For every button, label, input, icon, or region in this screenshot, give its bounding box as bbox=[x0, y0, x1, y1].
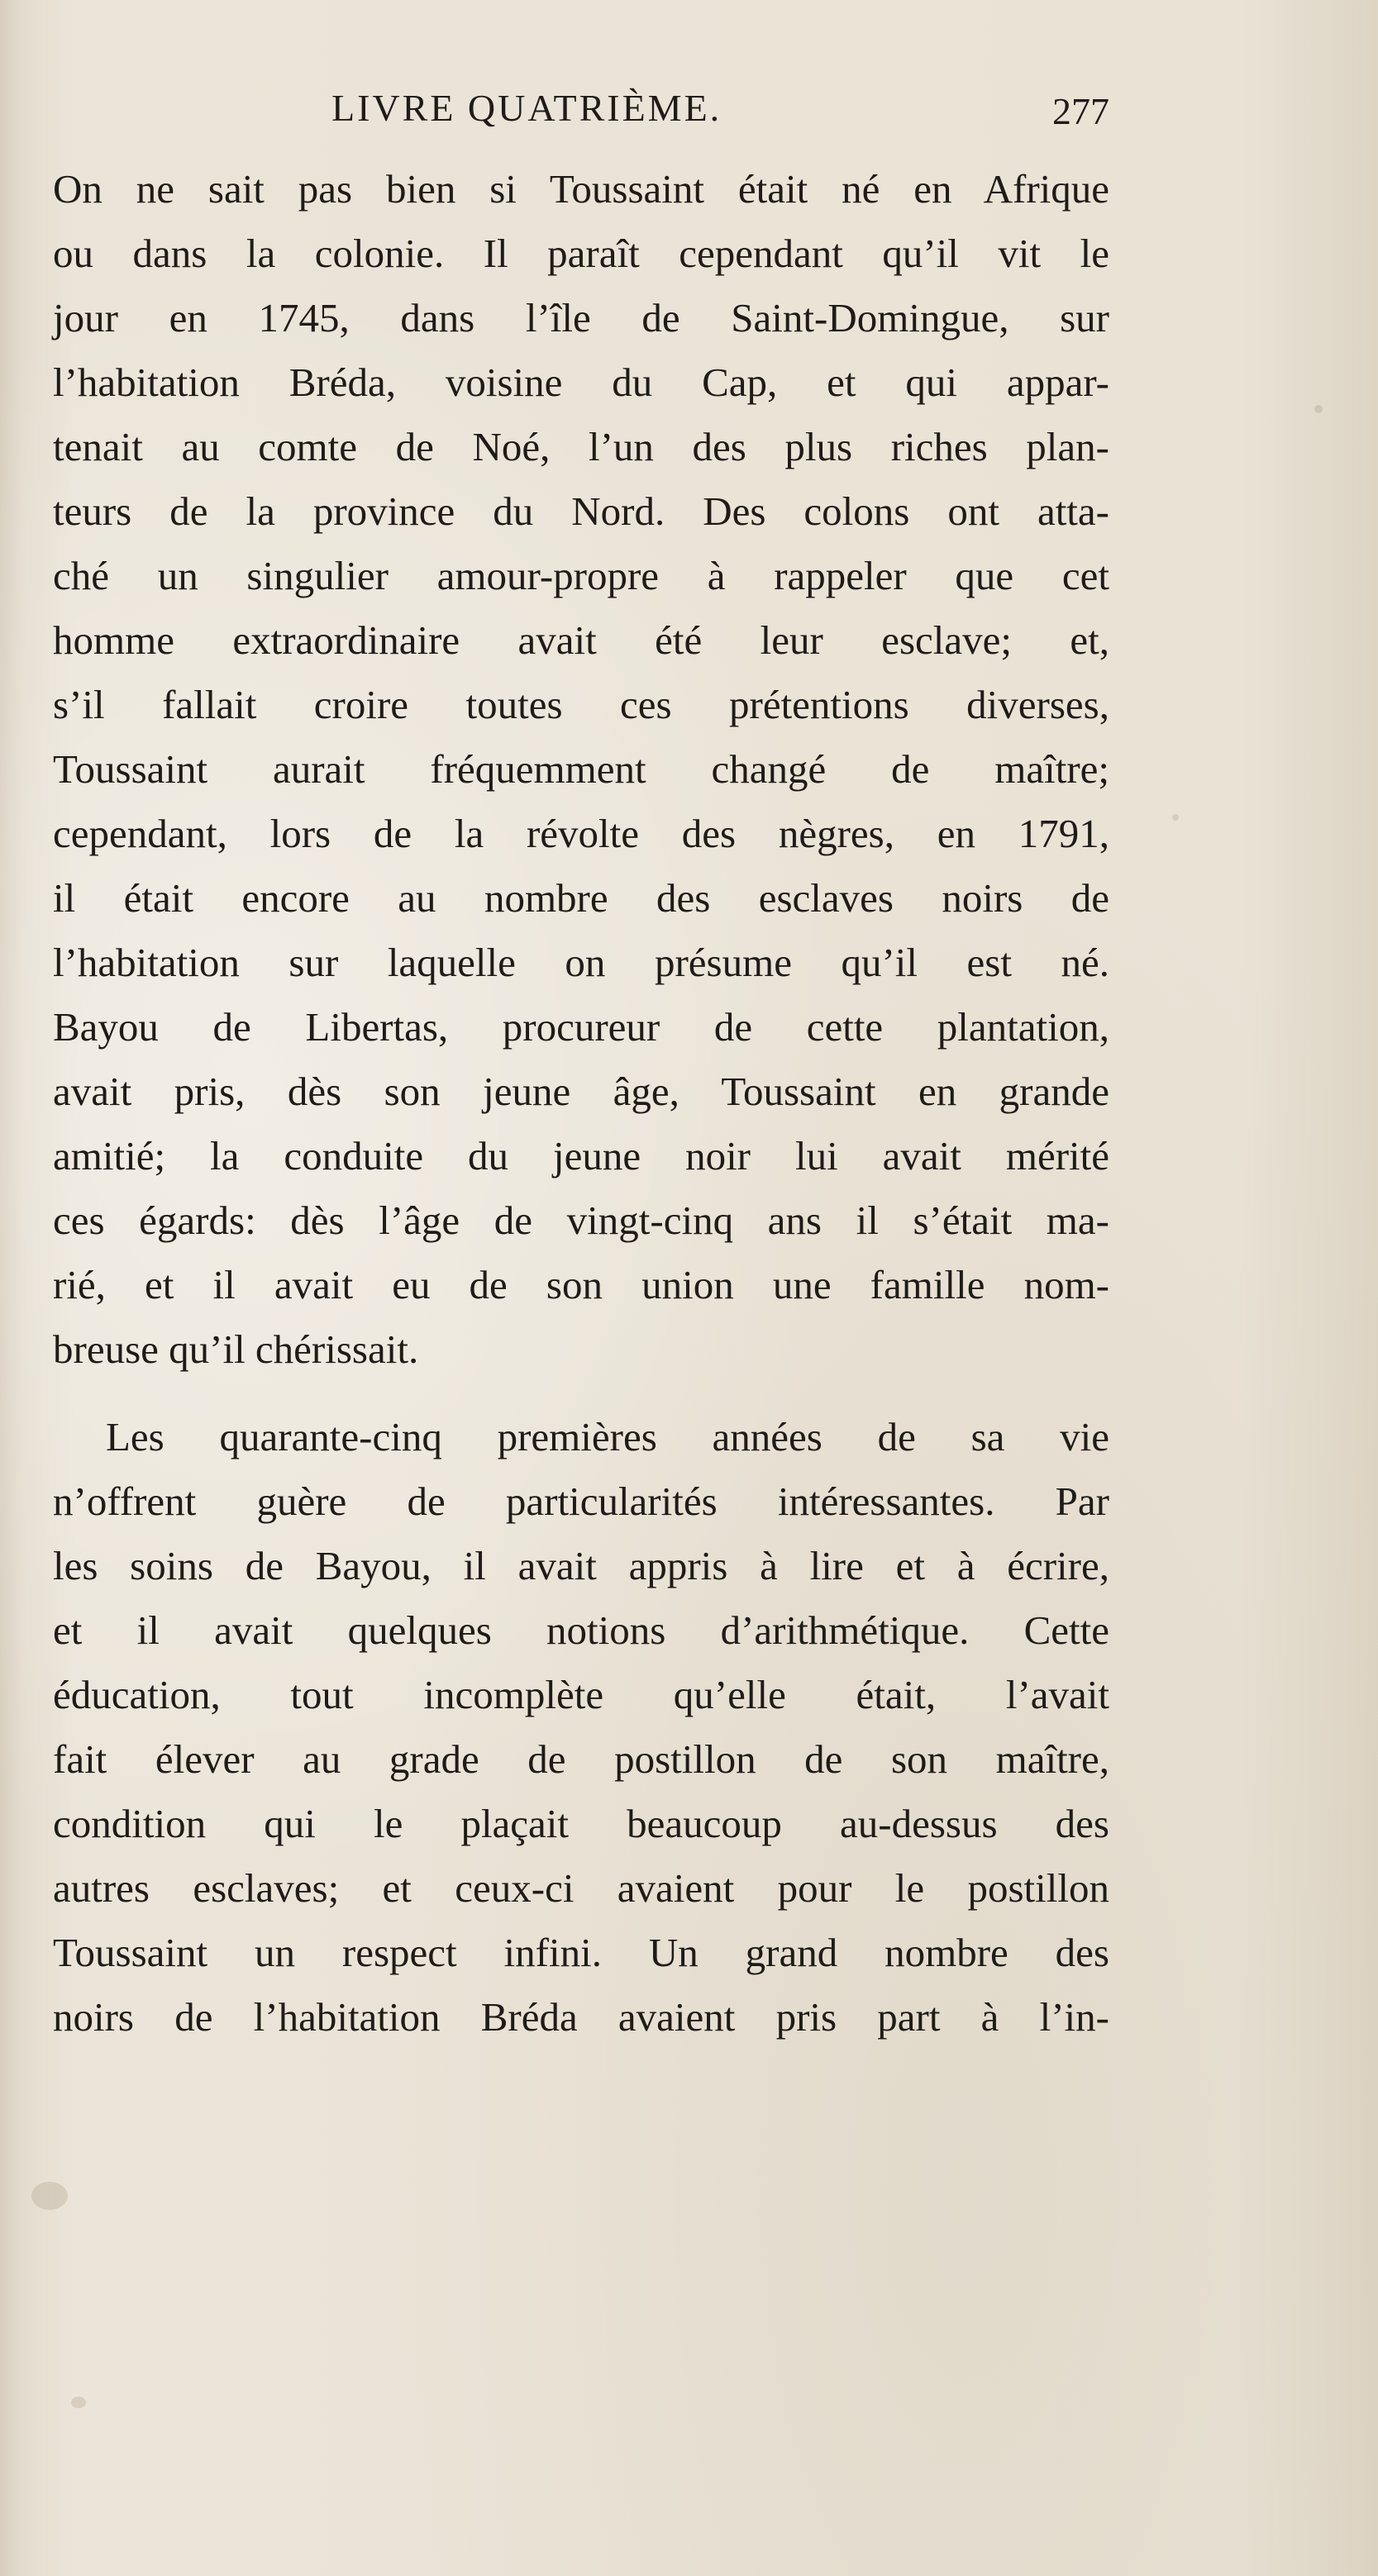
text-line: n’offrent guère de particularités intéressantes. Par bbox=[53, 1478, 1109, 1524]
page-text-block bbox=[53, 83, 1109, 2050]
text-line: breuse qu’il chérissait. bbox=[53, 1326, 419, 1372]
text-line: noirs de l’habitation Bréda avaient pris part à l’in- bbox=[53, 1994, 1109, 2040]
text-line: il était encore au nombre des esclaves noirs de bbox=[53, 875, 1109, 921]
paper-stain bbox=[1314, 405, 1323, 413]
text-line: l’habitation sur laquelle on présume qu’il est né. bbox=[53, 940, 1109, 985]
text-line: amitié; la conduite du jeune noir lui avait mérité bbox=[53, 1133, 1109, 1178]
text-line: ché un singulier amour-propre à rappeler que cet bbox=[53, 553, 1109, 598]
text-line: Toussaint un respect infini. Un grand nombre des bbox=[53, 1930, 1109, 1975]
running-head bbox=[53, 83, 1109, 157]
text-line: et il avait quelques notions d’arithmétique. Cette bbox=[53, 1607, 1109, 1653]
text-line: condition qui le plaçait beaucoup au-dessus des bbox=[53, 1801, 1109, 1846]
text-line: avait pris, dès son jeune âge, Toussaint en grande bbox=[53, 1069, 1109, 1114]
paper-stain bbox=[31, 2182, 68, 2210]
paper-stain bbox=[1172, 814, 1179, 821]
text-line: l’habitation Bréda, voisine du Cap, et qui appar- bbox=[53, 359, 1109, 405]
text-line: Bayou de Libertas, procureur de cette plantation, bbox=[53, 1004, 1109, 1050]
text-line: jour en 1745, dans l’île de Saint-Domingue, sur bbox=[53, 295, 1109, 340]
text-line: cependant, lors de la révolte des nègres, en 1791, bbox=[53, 811, 1109, 856]
running-head-title: LIVRE QUATRIÈME. bbox=[331, 87, 722, 129]
text-line: fait élever au grade de postillon de son maître, bbox=[53, 1736, 1109, 1782]
text-line: ou dans la colonie. Il paraît cependant qu’il vit le bbox=[53, 231, 1109, 276]
text-line: autres esclaves; et ceux-ci avaient pour le postillon bbox=[53, 1865, 1109, 1911]
text-line: Les quarante-cinq premières années de sa vie bbox=[106, 1414, 1109, 1459]
text-line: tenait au comte de Noé, l’un des plus riches plan- bbox=[53, 424, 1109, 469]
text-line: homme extraordinaire avait été leur esclave; et, bbox=[53, 617, 1109, 663]
text-line: rié, et il avait eu de son union une famille nom- bbox=[53, 1262, 1109, 1307]
paragraph-2 bbox=[53, 1405, 1109, 2050]
text-line: s’il fallait croire toutes ces prétentions diverses, bbox=[53, 682, 1109, 727]
text-line: On ne sait pas bien si Toussaint était né en Afrique bbox=[53, 166, 1109, 212]
paper-stain bbox=[71, 2397, 86, 2408]
text-line: Toussaint aurait fréquemment changé de maître; bbox=[53, 746, 1109, 792]
text-line: teurs de la province du Nord. Des colons ont atta- bbox=[53, 488, 1109, 534]
text-line: éducation, tout incomplète qu’elle était, l’avait bbox=[53, 1672, 1109, 1717]
page-number: 277 bbox=[1052, 90, 1109, 132]
text-line: les soins de Bayou, il avait appris à lire et à écrire, bbox=[53, 1543, 1109, 1588]
text-line: ces égards: dès l’âge de vingt-cinq ans il s’était ma- bbox=[53, 1198, 1109, 1243]
paragraph-1 bbox=[53, 157, 1109, 1382]
